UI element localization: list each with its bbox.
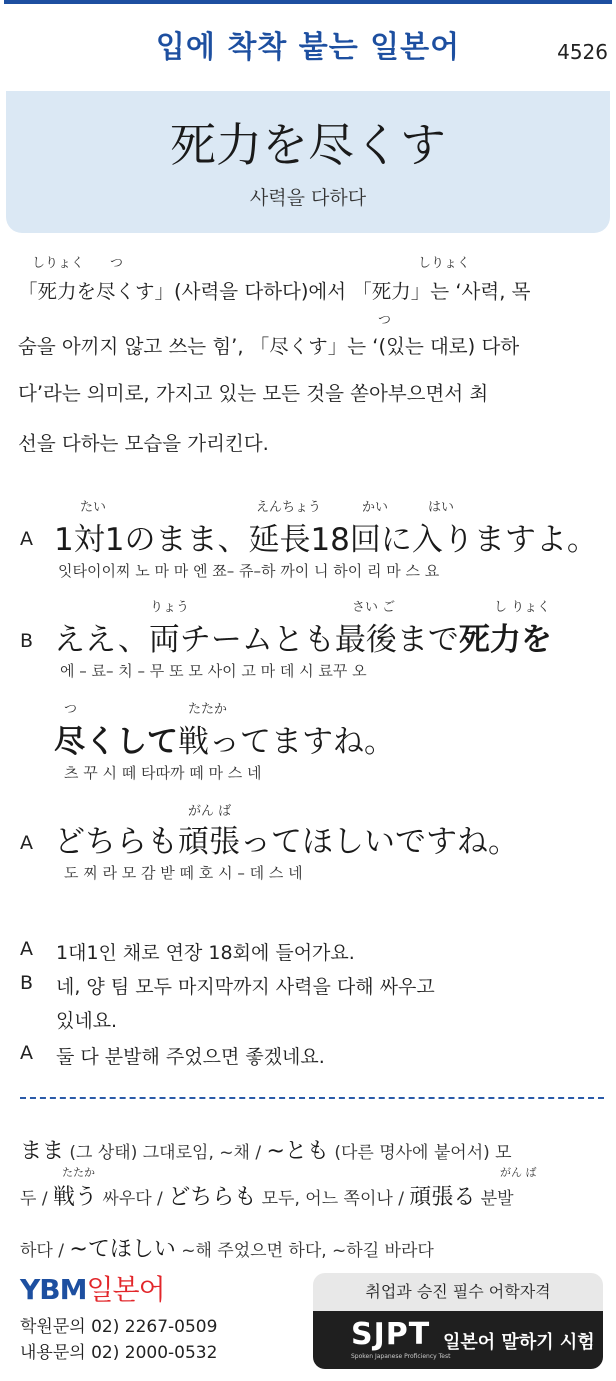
pronunciation-4: 도 찌 라 모 감 받 떼 호 시 – 데 스 네: [64, 864, 303, 882]
ruby-shiryoku-3: し りょく: [494, 600, 551, 615]
sjpt-subtitle: Spoken Japanese Proficiency Test: [351, 1353, 451, 1360]
translation-line: 1대1인 채로 연장 18회에 들어가요.: [56, 942, 355, 964]
translation-speaker: B: [20, 972, 34, 994]
translation-line: 둘 다 분발해 주었으면 좋겠네요.: [56, 1046, 325, 1068]
vocab-meaning: (그 상태) 그대로임, ~채 /: [69, 1143, 267, 1163]
sjpt-tagline: 취업과 승진 필수 어학자격: [313, 1273, 603, 1311]
vocab-term: ~てほしい: [69, 1237, 176, 1262]
ruby-saigo: さい ご: [352, 600, 396, 615]
translation-line: 네, 양 팀 모두 마지막까지 사력을 다해 싸우고: [56, 976, 435, 998]
ruby-shiryoku-2: しりょく: [418, 256, 471, 271]
section-divider: [20, 1097, 604, 1099]
vocab-term: ~とも: [266, 1139, 329, 1164]
translation-speaker: A: [20, 1042, 33, 1064]
ruby-ganba: がん ば: [188, 804, 232, 819]
sjpt-logo: SJPT: [351, 1317, 431, 1352]
vocab-line-2: [20, 1180, 514, 1211]
ruby-tai: たい: [80, 500, 107, 515]
vocab-meaning: 하다 /: [20, 1241, 70, 1261]
dialogue-jp-3-text: 戦ってますね。: [178, 724, 395, 760]
pronunciation-1: 잇타이이찌 노 마 마 엔 쬬– 쥬–하 까이 니 하이 리 마 스 요: [58, 562, 440, 580]
speaker-label: A: [20, 528, 33, 550]
title-box: [6, 91, 610, 233]
ybm-logo: [20, 1268, 165, 1308]
description-line-3: 다’라는 의미로, 가지고 있는 모든 것을 쏟아부으면서 최: [18, 382, 489, 405]
expression-jp: 死力を尽くす: [170, 118, 446, 172]
ruby-tsu-3: つ: [64, 702, 78, 717]
description-line-1: 「死力を尽くす」(사력을 다하다)에서 「死力」는 ‘사력, 목: [18, 280, 531, 303]
vocab-meaning: 모두, 어느 쪽이나 /: [261, 1189, 410, 1209]
vocab-line-1: [20, 1134, 512, 1165]
dialogue-jp-2-highlight: 死力を: [458, 622, 552, 658]
ruby-hai: はい: [428, 500, 455, 515]
speaker-label: B: [20, 630, 34, 652]
description-line-2: 숨을 아끼지 않고 쓰는 힘’, 「尽くす」는 ‘(있는 대로) 다하: [18, 335, 520, 358]
ybm-logo-ko: 일본어: [86, 1273, 165, 1306]
contact-content: 내용문의 02) 2000-0532: [20, 1343, 218, 1363]
dialogue-jp-2-text: ええ、両チームとも最後まで: [54, 622, 459, 658]
ruby-ganba-2: がん ば: [500, 1166, 537, 1179]
vocab-meaning: 싸우다 /: [102, 1189, 169, 1209]
vocab-meaning: 분발: [480, 1189, 514, 1209]
column-title: 입에 착착 붙는 일본어: [155, 30, 461, 65]
expression-ko: 사력을 다하다: [249, 187, 367, 209]
sjpt-bottom: [313, 1311, 603, 1369]
speaker-label: A: [20, 832, 33, 854]
top-rule: [4, 0, 612, 4]
vocab-line-3: [20, 1232, 434, 1263]
translation-line: 있네요.: [56, 1010, 118, 1032]
ruby-enchou: えんちょう: [256, 500, 322, 515]
dialogue-jp-1: 1対1のまま、延長18回に入りますよ。: [54, 522, 598, 558]
ruby-kai: かい: [362, 500, 389, 515]
vocab-meaning: (다른 명사에 붙어서) 모: [334, 1143, 512, 1163]
pronunciation-3: 츠 꾸 시 떼 타따까 떼 마 스 네: [64, 764, 262, 782]
sjpt-description: 일본어 말하기 시험: [443, 1332, 595, 1353]
vocab-meaning: ~해 주었으면 하다, ~하길 바라다: [181, 1241, 434, 1261]
contact-academy: 학원문의 02) 2267-0509: [20, 1317, 218, 1337]
ruby-tsu: つ: [110, 256, 124, 271]
ruby-ryou: りょう: [150, 600, 190, 615]
vocab-term: 戦う: [52, 1185, 97, 1210]
ruby-tsu-2: つ: [378, 313, 392, 328]
issue-number: 4526: [557, 40, 608, 64]
vocab-meaning: 두 /: [20, 1189, 53, 1209]
dialogue-jp-2: [54, 614, 552, 659]
ruby-shiryoku: しりょく: [32, 256, 85, 271]
vocab-term: まま: [20, 1139, 65, 1164]
ruby-tataka-2: たたか: [62, 1166, 95, 1179]
pronunciation-2: 에 – 료– 치 – 무 또 모 사이 고 마 데 시 료꾸 오: [60, 662, 367, 680]
vocab-term: どちらも: [168, 1185, 257, 1210]
dialogue-jp-3: [54, 716, 395, 761]
translation-speaker: A: [20, 938, 33, 960]
ybm-logo-en: YBM: [20, 1273, 87, 1306]
vocab-term: 頑張る: [409, 1185, 476, 1210]
dialogue-jp-4: どちらも頑張ってほしいですね。: [54, 824, 519, 860]
dialogue-jp-3-highlight: 尽くして: [54, 724, 178, 760]
sjpt-banner: [313, 1273, 603, 1369]
description-line-4: 선을 다하는 모습을 가리킨다.: [18, 432, 269, 455]
ruby-tataka: たたか: [188, 702, 228, 717]
